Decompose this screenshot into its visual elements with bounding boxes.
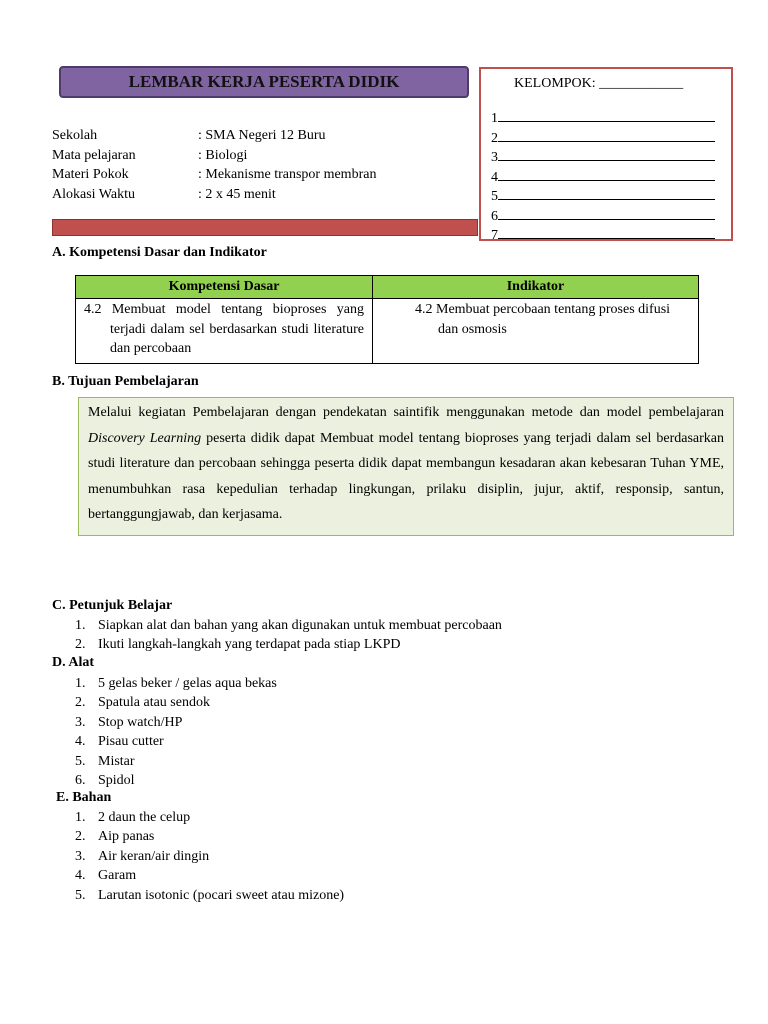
group-member-line[interactable]: 2	[491, 129, 715, 147]
instructions-list	[75, 616, 502, 655]
group-member-line[interactable]: 1	[491, 109, 715, 127]
list-item: 4. Pisau cutter	[75, 734, 164, 750]
group-label: KELOMPOK: ____________	[514, 76, 684, 91]
list-item: 3. Stop watch/HP	[75, 714, 183, 730]
list-item: 2. Aip panas	[75, 829, 155, 845]
list-item: 1. 5 gelas beker / gelas aqua bekas	[75, 676, 277, 691]
list-item: 6. Spidol	[75, 772, 135, 788]
group-member-line[interactable]: 3	[491, 148, 715, 166]
group-member-line[interactable]: 6	[491, 207, 715, 225]
learning-goal-box: Melalui kegiatan Pembelajaran dengan pendekatan saintifik menggunakan metode dan model pembelajaran Discovery Learning peserta didik dapat Membuat model tentang bioproses yang terjadi dalam sel berdasarkan studi literature dan percobaan sehingga peserta didik dapat membangun kesadaran akan kebesaran Tuhan YME, menumbuhkan rasa kepedulian terhadap lingkungan, prilaku disiplin, jujur, aktif, responsip, santun, bertanggungjawab, dan kerjasama.	[78, 397, 734, 536]
list-item: 3. Air keran/air dingin	[75, 848, 210, 864]
list-item: 5. Larutan isotonic (pocari sweet atau mizone)	[75, 887, 345, 903]
section-d-heading: D. Alat	[52, 655, 94, 670]
divider-bar	[52, 219, 478, 236]
group-member-line[interactable]: 7	[491, 226, 715, 244]
list-item: 2. Spatula atau sendok	[75, 695, 210, 711]
group-member-line[interactable]: 4	[491, 168, 715, 186]
method-name: Discovery Learning	[88, 430, 202, 446]
tools-list	[75, 674, 277, 790]
section-e-heading: E. Bahan	[56, 790, 112, 805]
section-b-heading: B. Tujuan Pembelajaran	[52, 374, 199, 389]
section-a-heading: A. Kompetensi Dasar dan Indikator	[52, 245, 267, 260]
list-item: 1. 2 daun the celup	[75, 810, 191, 825]
indikator-cell: 4.2 Membuat percobaan tentang proses difusi dan osmosis	[373, 299, 699, 364]
list-item: 1. Siapkan alat dan bahan yang akan digunakan untuk membuat percobaan	[75, 618, 502, 633]
worksheet-title: LEMBAR KERJA PESERTA DIDIK	[59, 66, 469, 98]
list-item: 2. Ikuti langkah-langkah yang terdapat pada stiap LKPD	[75, 637, 401, 653]
kd-cell: 4.2 Membuat model tentang bioproses yang terjadi dalam sel berdasarkan studi literature dan percobaan	[76, 299, 373, 364]
competency-table	[75, 275, 699, 364]
list-item: 4. Garam	[75, 868, 137, 884]
col-header-kd: Kompetensi Dasar	[76, 276, 373, 299]
col-header-indikator: Indikator	[373, 276, 699, 299]
section-c-heading: C. Petunjuk Belajar	[52, 598, 173, 613]
group-box	[479, 67, 733, 241]
list-item: 5. Mistar	[75, 753, 135, 769]
group-member-line[interactable]: 5	[491, 187, 715, 205]
materials-list	[75, 808, 344, 905]
